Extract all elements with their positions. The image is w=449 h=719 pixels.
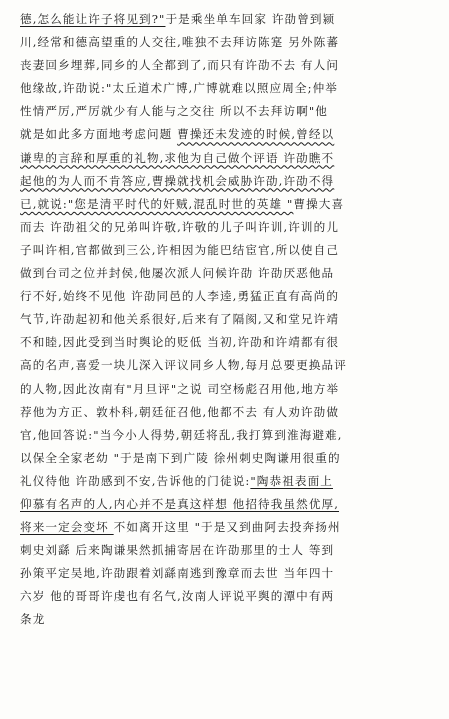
text-segment: 孙策平定吴地,许劭跟着刘繇南逃到豫章而去世 当年四十 [20, 566, 335, 581]
text-line [20, 285, 432, 308]
text-line [20, 401, 432, 424]
underlined-text: 仰慕有名声的人,内心并不是真这样想 他招待我虽然优厚, [20, 496, 340, 511]
text-segment: 气节,许劭起初和他关系很好,后来有了隔阂,又和堂兄许靖 [20, 312, 340, 327]
underlined-text: 已,就说:"您是清平时代的奸贼,混乱时世的英雄 " [20, 196, 294, 211]
text-segment: 就是如此多方面地考虑问题 [20, 127, 178, 142]
text-line [20, 239, 432, 262]
text-segment: 荐他为方正、敦朴科,朝廷征召他,他都不去 有人劝许劭做 [20, 404, 340, 419]
underlined-text: 德,怎么能让许子将见到?" [20, 12, 166, 26]
body-text [20, 8, 432, 632]
text-segment: 他缘故,许劭说:"太丘道术广博,广博就难以照应周全;仲举 [20, 81, 338, 96]
text-segment: 官,他回答说:"当今小人得势,朝廷将乱,我打算到淮海避难, [20, 427, 343, 442]
text-segment: 丧妻回乡埋葬,同乡的人全都到了,而只有许劭不去 有人问 [20, 58, 340, 73]
text-segment: 高的名声,喜爱一块儿深入评议同乡人物,每月总要更换品评 [20, 358, 347, 373]
text-segment: 六岁 他的哥哥许虔也有名气,汝南人评说平舆的潭中有两 [20, 589, 335, 604]
text-line [20, 585, 432, 608]
text-line [20, 170, 432, 193]
text-line [20, 77, 432, 100]
text-segment: 而去 许劭祖父的兄弟叫许敬,许敬的儿子叫许训,许训的儿 [20, 219, 340, 234]
underlined-text: 起他的为人而不肯答应,曹操就找机会威胁许劭,许劭不得 [20, 173, 335, 188]
text-segment: 以保全全家老幼 "于是南下到广陵 徐州刺史陶谦用很重的 [20, 450, 341, 465]
underlined-text: 将来一定会变坏 [20, 520, 114, 535]
text-line [20, 424, 432, 447]
underlined-text: 曹操还未发迹的时候,曾经以 [177, 127, 335, 142]
text-line [20, 54, 432, 77]
text-segment: 行不好,始终不见他 许劭同邑的人李逵,勇猛正直有高尚的 [20, 289, 340, 304]
text-line [20, 562, 432, 585]
text-segment: 礼仪待他 许劭感到不安,告诉他的门徒说: [20, 473, 251, 488]
text-line [20, 308, 432, 331]
text-line [20, 493, 432, 516]
text-line [20, 123, 432, 146]
text-line [20, 354, 432, 377]
text-line [20, 539, 432, 562]
text-line [20, 447, 432, 470]
text-segment: 子叫许相,官都做到三公,许相因为能巴结宦官,所以使自己 [20, 242, 340, 257]
text-segment: 做到台司之位并封侯,他屡次派人问候许劭 许劭厌恶他品 [20, 266, 335, 281]
text-segment: 的人物,因此汝南有"月旦评"之说 司空杨彪召用他,地方举 [20, 381, 340, 396]
text-line [20, 378, 432, 401]
text-segment: 不如离开这里 "于是又到曲阿去投奔扬州 [113, 520, 341, 535]
text-segment: 刺史刘繇 后来陶谦果然抓捕寄居在许劭那里的士人 等到 [20, 543, 335, 558]
text-segment: 曹操大喜 [293, 196, 345, 211]
text-segment: 性情严厉,严厉就少有人能与之交往 所以不去拜访啊"他 [20, 104, 328, 119]
text-line [20, 193, 432, 216]
text-segment: 川,经常和德高望重的人交往,唯独不去拜访陈寔 另外陈蕃 [20, 35, 340, 50]
text-line [20, 216, 432, 239]
underlined-text: 谦卑的言辞和厚重的礼物,求他为自己做个评语 许劭瞧不 [20, 150, 335, 165]
text-segment: 条龙 [20, 612, 46, 627]
underlined-text: "陶恭祖表面上 [250, 473, 333, 488]
text-line [20, 262, 432, 285]
text-line [20, 516, 432, 539]
text-line [20, 331, 432, 354]
text-line [20, 470, 432, 493]
text-line [20, 100, 432, 123]
text-line [20, 608, 432, 631]
text-line [20, 147, 432, 170]
text-segment: 于是乘坐单车回家 许劭曾到颍 [165, 12, 336, 26]
text-segment: 不和睦,因此受到当时舆论的贬低 当初,许劭和许靖都有很 [20, 335, 340, 350]
text-line [20, 31, 432, 54]
text-line [20, 8, 432, 31]
